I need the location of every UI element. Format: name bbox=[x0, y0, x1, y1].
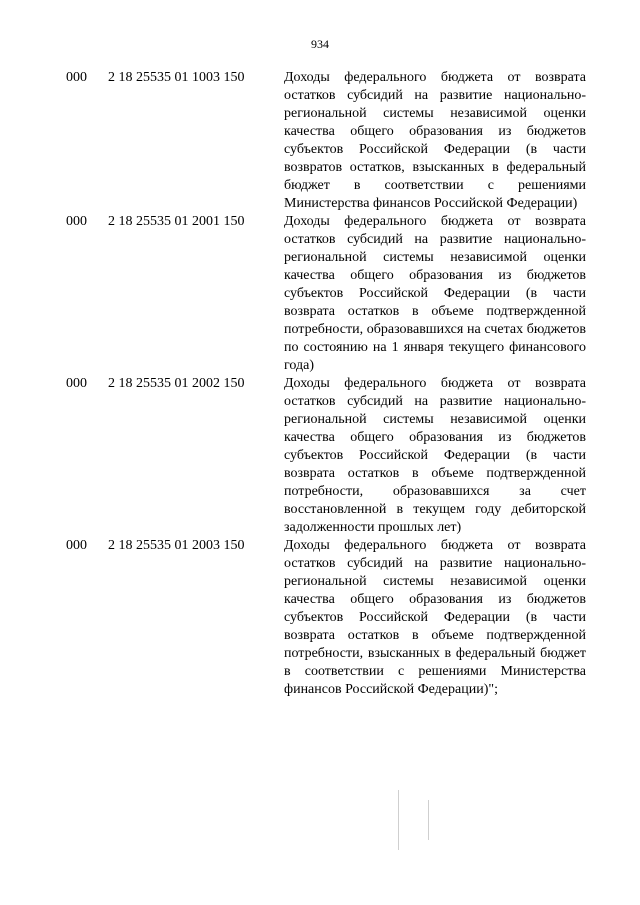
kbk-code: 2 18 25535 01 2001 150 bbox=[108, 214, 245, 229]
admin-code: 000 bbox=[66, 70, 87, 85]
revenue-description: Доходы федерального бюджета от возврата остатков субсидий на развитие национально-региональной системы независимой оценки качества общего образования из бюджетов субъектов Российской Федерации (в части возврата остатков в объеме подтвержденной потребности, взысканных в федеральный бюджет в соответствии с решениями Министерства финансов Российской Федерации)"; bbox=[284, 538, 586, 697]
kbk-table bbox=[66, 69, 586, 699]
table-row bbox=[66, 213, 586, 375]
admin-code: 000 bbox=[66, 214, 87, 229]
revenue-description: Доходы федерального бюджета от возврата остатков субсидий на развитие национально-региональной системы независимой оценки качества общего образования из бюджетов субъектов Российской Федерации (в части возврата остатков в объеме подтвержденной потребности, образовавшихся на счетах бюджетов по состоянию на 1 января текущего финансового года) bbox=[284, 214, 586, 373]
scan-artifact-line bbox=[398, 790, 399, 850]
kbk-code: 2 18 25535 01 1003 150 bbox=[108, 70, 245, 85]
kbk-code: 2 18 25535 01 2003 150 bbox=[108, 538, 245, 553]
table-row bbox=[66, 375, 586, 537]
scan-artifact-line bbox=[428, 800, 429, 840]
page-number: 934 bbox=[311, 37, 329, 51]
kbk-code: 2 18 25535 01 2002 150 bbox=[108, 376, 245, 391]
admin-code: 000 bbox=[66, 376, 87, 391]
admin-code: 000 bbox=[66, 538, 87, 553]
table-row bbox=[66, 69, 586, 213]
revenue-description: Доходы федерального бюджета от возврата остатков субсидий на развитие национально-региональной системы независимой оценки качества общего образования из бюджетов субъектов Российской Федерации (в части возвратов остатков, взысканных в федеральный бюджет в соответствии с решениями Министерства финансов Российской Федерации) bbox=[284, 70, 586, 211]
revenue-description: Доходы федерального бюджета от возврата остатков субсидий на развитие национально-региональной системы независимой оценки качества общего образования из бюджетов субъектов Российской Федерации (в части возврата остатков в объеме подтвержденной потребности, образовавшихся за счет восстановленной в текущем году дебиторской задолженности прошлых лет) bbox=[284, 376, 586, 535]
table-row bbox=[66, 537, 586, 699]
